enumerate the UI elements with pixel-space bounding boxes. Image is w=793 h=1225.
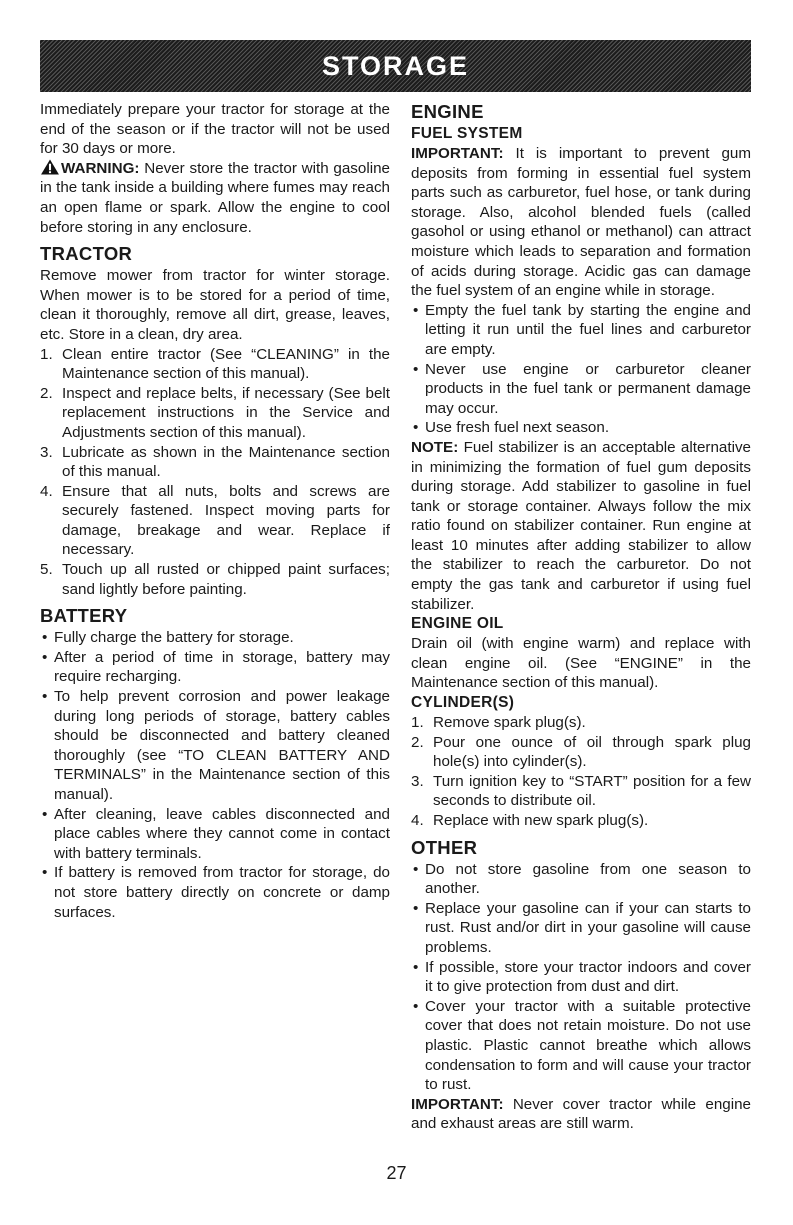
list-item: • Replace your gasoline can if your can starts to rust. Rust and/or dirt in your gasoline will cause problems. [413,899,751,956]
list-item: 2. Inspect and replace belts, if necessary (See belt replacement instructions in the Service and Adjustments section of this manual). [40,384,390,441]
list-item: • Empty the fuel tank by starting the engine and letting it run until the fuel lines and carburetor are empty. [413,301,751,358]
fuel-list [411,301,751,438]
list-item: • Do not store gasoline from one season to another. [413,860,751,898]
cylinder-steps [411,713,751,831]
engine-oil-heading: ENGINE OIL [411,615,504,633]
right-column [411,100,751,1134]
list-item: 1. Clean entire tractor (See “CLEANING” in the Maintenance section of this manual). [40,345,390,383]
tractor-steps [40,345,390,600]
other-important-paragraph: IMPORTANT: Never cover tractor while engine and exhaust areas are still warm. [411,1095,751,1133]
list-item: • Use fresh fuel next season. [413,419,610,437]
fuel-system-heading: FUEL SYSTEM [411,125,523,142]
warning-paragraph [40,159,390,237]
engine-heading: ENGINE [411,101,484,122]
list-item: • After a period of time in storage, battery may require recharging. [42,648,390,686]
note-label: NOTE: [411,438,459,456]
tractor-heading: TRACTOR [40,243,133,265]
list-item: • If possible, store your tractor indoors and cover it to give protection from dust and dirt. [413,958,751,996]
other-heading: OTHER [411,836,478,858]
list-item: 3. Turn ignition key to “START” position for a few seconds to distribute oil. [411,772,751,810]
warning-text: Never store the tractor with gasoline in the tank inside a building where fumes may reach an open flame or spark. Allow the engine to cool before storing in any enclosure. [40,159,390,236]
cylinders-heading: CYLINDER(S) [411,694,515,712]
list-item: • To help prevent corrosion and power leakage during long periods of storage, battery cables should be disconnected and battery cleaned thoroughly (see “TO CLEAN BATTERY AND TERMINALS” in the Maintenance section of this manual). [42,688,390,803]
page-number: 27 [386,1163,407,1183]
section-title: STORAGE [321,50,470,81]
list-item: 2. Pour one ounce of oil through spark plug hole(s) into cylinder(s). [411,733,751,771]
list-item: • Fully charge the battery for storage. [42,629,294,647]
note-paragraph: NOTE: Fuel stabilizer is an acceptable alternative in minimizing the formation of fuel gum deposits during storage. Add stabilizer to gasoline in fuel tank or storage container. Always follow the mix ratio found on stabilizer container. Run engine at least 10 minutes after adding stabilizer to allow the stabilizer to reach the carburetor. Do not empty the gas tank and carburetor if using fuel stabilizer. [411,438,751,613]
engine-oil-paragraph: Drain oil (with engine warm) and replace with clean engine oil. (See “ENGINE” in the Maintenance section of this manual). [411,635,751,692]
fuel-important-paragraph: IMPORTANT: It is important to prevent gum deposits from forming in essential fuel system parts such as carburetor, fuel hose, or tank during storage. Also, alcohol blended fuels (called gasohol or using ethanol or methanol) can attract moisture which leads to separation and formation of acids during storage. Acidic gas can damage the fuel system of an engine while in storage. [411,145,751,300]
battery-heading: BATTERY [40,605,128,627]
warning-label: WARNING: [61,159,140,177]
list-item: • If battery is removed from tractor for storage, do not store battery directly on concrete or damp surfaces. [42,864,390,921]
warning-triangle-icon [40,159,60,175]
list-item: • Cover your tractor with a suitable protective cover that does not retain moisture. Do not use plastic. Plastic cannot breathe which allows condensation to form and will cause your tractor to rust. [413,997,751,1094]
list-item: 5. Touch up all rusted or chipped paint surfaces; sand lightly before painting. [40,561,390,598]
intro-paragraph: Immediately prepare your tractor for storage at the end of the season or if the tractor will not be used for 30 days or more. [40,101,390,158]
list-item: 4. Replace with new spark plug(s). [411,812,649,829]
list-item: • Never use engine or carburetor cleaner products in the fuel tank or permanent damage may occur. [413,360,751,417]
section-banner [40,40,751,92]
important-label: IMPORTANT: [411,145,504,162]
list-item: 1. Remove spark plug(s). [411,714,586,732]
other-list [411,860,751,1095]
list-item: 4. Ensure that all nuts, bolts and screws are securely fastened. Inspect moving parts for damage, breakage and wear. Replace if necessary. [40,482,390,559]
list-item: • After cleaning, leave cables disconnected and place cables where they cannot come in contact with battery terminals. [42,805,390,862]
left-column [40,100,390,922]
list-item: 3. Lubricate as shown in the Maintenance section of this manual. [40,443,390,481]
battery-list [40,628,390,922]
important-label: IMPORTANT: [411,1095,504,1113]
tractor-paragraph: Remove mower from tractor for winter storage. When mower is to be stored for a period of time, clean it thoroughly, remove all dirt, grease, leaves, etc. Store in a clean, dry area. [40,267,390,343]
